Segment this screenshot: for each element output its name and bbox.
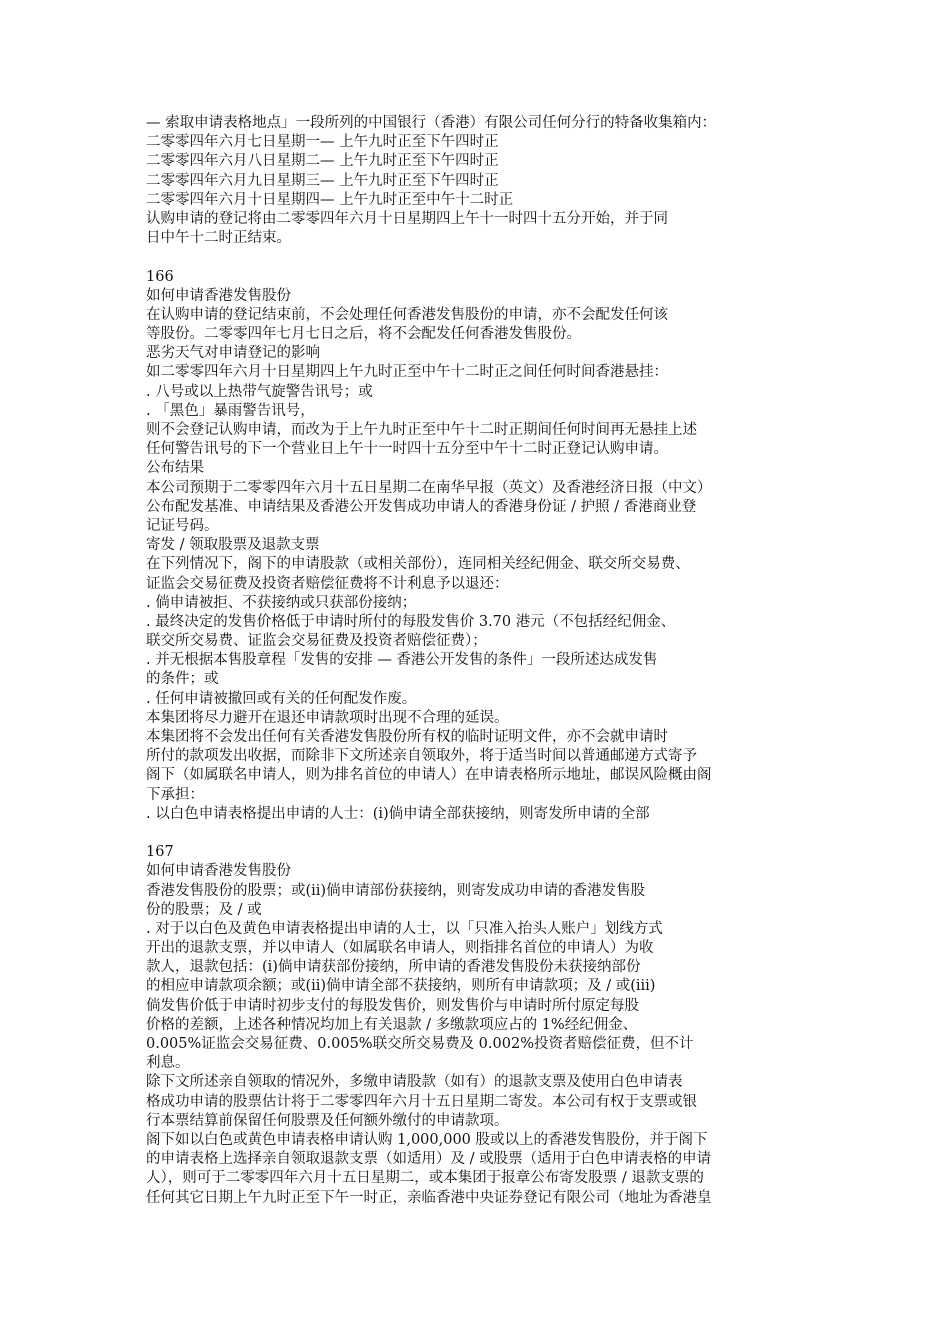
text-line: 利息。 <box>146 1055 190 1072</box>
text-line: 阁下（如属联名申请人，则为排名首位的申请人）在申请表格所示地址，邮误风险概由阁 <box>146 767 712 784</box>
bullet-item: . 并无根据本售股章程「发售的安排 — 香港公开发售的条件」一段所述达成发售 <box>146 652 658 669</box>
page-number: 167 <box>146 844 174 861</box>
text-line: 开出的退款支票，并以申请人（如属联名申请人，则指排名首位的申请人）为收 <box>146 940 654 957</box>
bullet-item: . 「黑色」暴雨警告讯号， <box>146 402 315 419</box>
text-line: 份的股票；及 / 或 <box>146 901 262 918</box>
spacer <box>146 824 806 843</box>
text-line: 公布配发基准、申请结果及香港公开发售成功申请人的香港身份证 / 护照 / 香港商业登 <box>146 498 697 515</box>
document-page <box>146 114 806 1208</box>
text-line: 二零零四年六月十日星期四— 上午九时正至中午十二时正 <box>146 191 514 208</box>
text-line: 本集团将尽力避开在退还申请款项时出现不合理的延误。 <box>146 709 509 726</box>
text-line: 价格的差额，上述各种情况均加上有关退款 / 多缴款项应占的 1%经纪佣金、 <box>146 1016 638 1033</box>
text-line: 任何其它日期上午九时正至下午一时正，亲临香港中央证券登记有限公司（地址为香港皇 <box>146 1189 712 1206</box>
text-line: 记证号码。 <box>146 517 219 534</box>
text-line: 的条件；或 <box>146 671 219 688</box>
text-line: 人），则可于二零零四年六月十五日星期二，或本集团于报章公布寄发股票 / 退款支票的 <box>146 1170 704 1187</box>
section-heading: 公布结果 <box>146 460 204 477</box>
text-line: 则不会登记认购申请，而改为于上午九时正至中午十二时正期间任何时间再无悬挂上述 <box>146 422 697 438</box>
text-line: 二零零四年六月七日星期一— 上午九时正至下午四时正 <box>146 134 499 151</box>
text-line: 除下文所述亲自领取的情况外，多缴申请股款（如有）的退款支票及使用白色申请表 <box>146 1074 683 1091</box>
section-heading: 恶劣天气对申请登记的影响 <box>146 345 320 362</box>
text-line: 任何警告讯号的下一个营业日上午十一时四十五分至中午十二时正登记认购申请。 <box>146 441 668 458</box>
text-line: 本公司预期于二零零四年六月十五日星期二在南华早报（英文）及香港经济日报（中文） <box>146 479 712 496</box>
bullet-item: . 倘申请被拒、不获接纳或只获部份接纳； <box>146 594 417 611</box>
text-line: 阁下如以白色或黄色申请表格申请认购 1,000,000 股或以上的香港发售股份，并于阁下 <box>146 1131 708 1148</box>
text-line: 香港发售股份的股票；或(ii)倘申请部份获接纳，则寄发成功申请的香港发售股 <box>146 882 646 899</box>
text-line: 行本票结算前保留任何股票及任何额外缴付的申请款项。 <box>146 1112 509 1129</box>
text-line: 本集团将不会发出任何有关香港发售股份所有权的临时证明文件，亦不会就申请时 <box>146 729 668 745</box>
text-line: 认购申请的登记将由二零零四年六月十日星期四上午十一时四十五分开始，并于同 <box>146 210 668 227</box>
bullet-item: . 以白色申请表格提出申请的人士：(i)倘申请全部获接纳，则寄发所申请的全部 <box>146 805 650 822</box>
section-heading: 寄发 / 领取股票及退款支票 <box>146 537 320 554</box>
page-166-block <box>146 268 806 824</box>
text-line: 如二零零四年六月十日星期四上午九时正至中午十二时正之间任何时间香港悬挂： <box>146 364 668 381</box>
text-line: 倘发售价低于申请时初步支付的每股发售价，则发售价与申请时所付原定每股 <box>146 997 639 1014</box>
text-line: 下承担： <box>146 786 204 803</box>
text-line: 等股份。二零零四年七月七日之后，将不会配发任何香港发售股份。 <box>146 326 581 343</box>
text-line: 的相应申请款项余额；或(ii)倘申请全部不获接纳，则所有申请款项；及 / 或(iii) <box>146 978 656 995</box>
text-line: 在认购申请的登记结束前，不会处理任何香港发售股份的申请，亦不会配发任何该 <box>146 306 668 323</box>
page-number: 166 <box>146 268 174 285</box>
bullet-item: . 最终决定的发售价格低于申请时所付的每股发售价 3.70 港元（不包括经纪佣金、 <box>146 613 676 630</box>
section-heading: 如何申请香港发售股份 <box>146 287 291 304</box>
bullet-item: . 对于以白色及黄色申请表格提出申请的人士，以「只准入抬头人账户」划线方式 <box>146 920 663 937</box>
bullet-item: . 八号或以上热带气旋警告讯号；或 <box>146 383 373 400</box>
spacer <box>146 248 806 267</box>
page-167-block <box>146 843 806 1208</box>
collection-schedule-block <box>146 114 806 248</box>
text-line: 证监会交易征费及投资者赔偿征费将不计利息予以退还： <box>146 575 509 592</box>
text-line: 所付的款项发出收据，而除非下文所述亲自领取外，将于适当时间以普通邮递方式寄予 <box>146 748 697 765</box>
text-line: 0.005%证监会交易征费、0.005%联交所交易费及 0.002%投资者赔偿征费，但不计 <box>146 1036 694 1052</box>
text-line: 二零零四年六月九日星期三— 上午九时正至下午四时正 <box>146 172 499 189</box>
text-line: 二零零四年六月八日星期二— 上午九时正至下午四时正 <box>146 153 499 170</box>
text-line: 在下列情况下，阁下的申请股款（或相关部份），连同相关经纪佣金、联交所交易费、 <box>146 556 690 573</box>
text-line: 联交所交易费、证监会交易征费及投资者赔偿征费）； <box>146 633 487 650</box>
text-line: 日中午十二时正结束。 <box>146 230 291 247</box>
text-line: 格成功申请的股票估计将于二零零四年六月十五日星期二寄发。本公司有权于支票或银 <box>146 1093 697 1110</box>
text-line: — 索取申请表格地点」一段所列的中国银行（香港）有限公司任何分行的特备收集箱内： <box>146 115 717 131</box>
text-line: 的申请表格上选择亲自领取退款支票（如适用）及 / 或股票（适用于白色申请表格的申请 <box>146 1151 712 1168</box>
bullet-item: . 任何申请被撤回或有关的任何配发作废。 <box>146 690 417 707</box>
section-heading: 如何申请香港发售股份 <box>146 863 291 880</box>
text-line: 款人，退款包括：(i)倘申请获部份接纳，所申请的香港发售股份未获接纳部份 <box>146 959 641 976</box>
